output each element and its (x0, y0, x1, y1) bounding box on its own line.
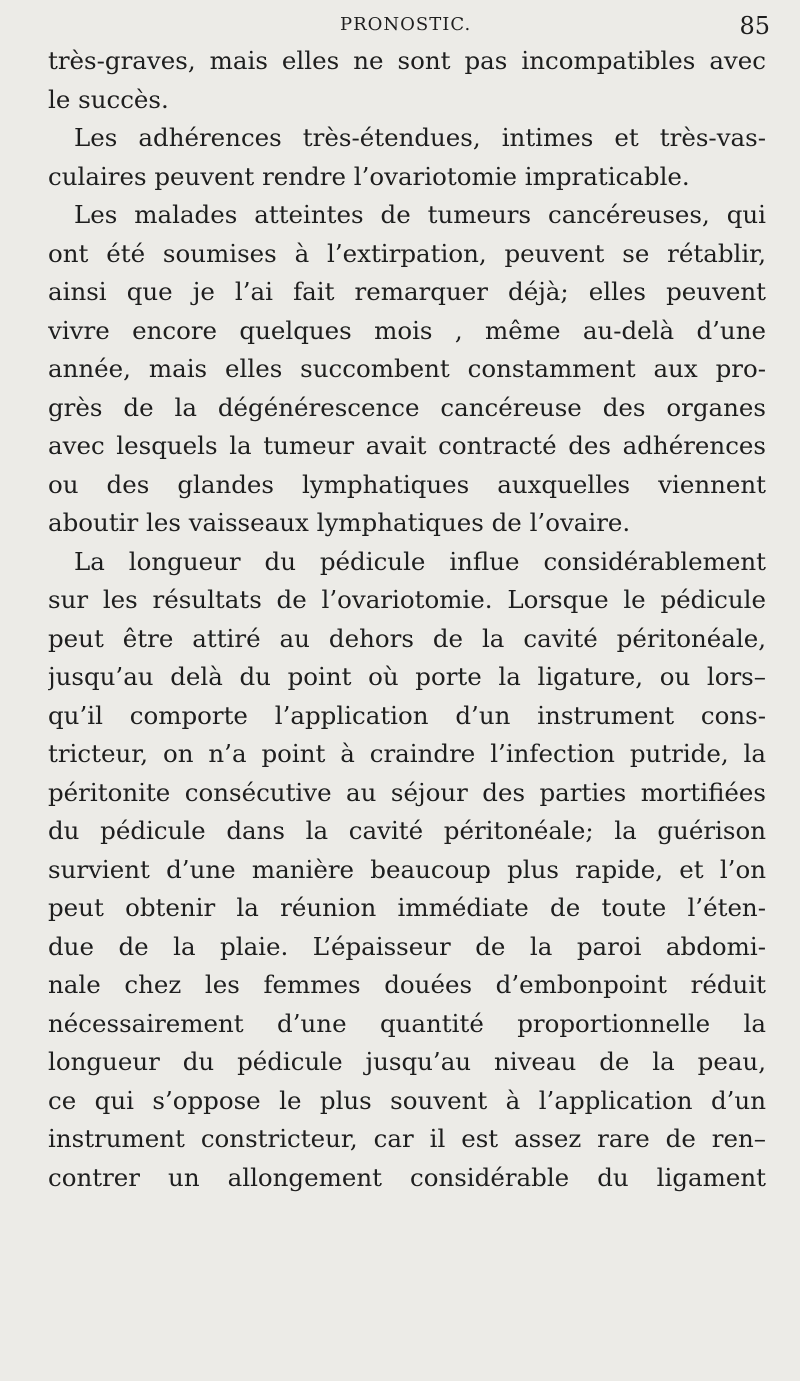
text-line: grès de la dégénérescence cancéreuse des organes (48, 392, 766, 422)
text-line: nécessairement d’une quantité proportionnelle la (48, 1008, 766, 1038)
text-line: tricteur, on n’a point à craindre l’infection putride, la (48, 739, 766, 768)
text-line: longueur du pédicule jusqu’au niveau de la peau, (48, 1047, 766, 1076)
text-line: La longueur du pédicule influe considérablement (74, 546, 766, 576)
text-line: péritonite consécutive au séjour des parties mortifiées (48, 777, 766, 807)
text-line: sur les résultats de l’ovariotomie. Lorsque le pédicule (48, 585, 766, 614)
text-line: peut être attiré au dehors de la cavité péritonéale, (48, 623, 766, 653)
text-line: aboutir les vaisseaux lymphatiques de l’ovaire. (48, 508, 631, 537)
text-line: avec lesquels la tumeur avait contracté des adhérences (48, 431, 766, 460)
text-line: qu’il comporte l’application d’un instrument cons- (48, 700, 766, 730)
body-text (48, 42, 766, 1197)
text-line: ou des glandes lymphatiques auxquelles viennent (48, 469, 766, 499)
text-line: ainsi que je l’ai fait remarquer déjà; elles peuvent (48, 277, 766, 306)
text-line: du pédicule dans la cavité péritonéale; la guérison (48, 816, 766, 845)
running-head (0, 14, 800, 44)
text-line: ont été soumises à l’extirpation, peuvent se rétablir, (48, 238, 766, 268)
running-title: PRONOSTIC. (340, 14, 472, 35)
text-line: Les malades atteintes de tumeurs cancéreuses, qui (74, 200, 766, 229)
text-line: nale chez les femmes douées d’embonpoint réduit (48, 970, 766, 999)
page-number: 85 (739, 12, 770, 40)
text-line: ce qui s’oppose le plus souvent à l’application d’un (48, 1085, 766, 1115)
text-line: le succès. (48, 84, 169, 114)
text-line: Les adhérences très-étendues, intimes et très-vas- (74, 123, 766, 152)
text-line: jusqu’au delà du point où porte la ligature, ou lors– (48, 662, 766, 691)
text-line: instrument constricteur, car il est assez rare de ren– (48, 1124, 766, 1153)
text-line: contrer un allongement considérable du ligament (48, 1162, 766, 1192)
text-line: peut obtenir la réunion immédiate de toute l’éten- (48, 893, 766, 922)
text-line: année, mais elles succombent constamment aux pro- (48, 354, 766, 383)
text-line: due de la plaie. L’épaisseur de la paroi abdomi- (48, 931, 766, 961)
text-line: culaires peuvent rendre l’ovariotomie impraticable. (48, 161, 690, 191)
text-line: survient d’une manière beaucoup plus rapide, et l’on (48, 854, 766, 884)
text-line: très-graves, mais elles ne sont pas incompatibles avec (48, 46, 766, 75)
text-line: vivre encore quelques mois , même au-delà d’une (48, 315, 766, 345)
